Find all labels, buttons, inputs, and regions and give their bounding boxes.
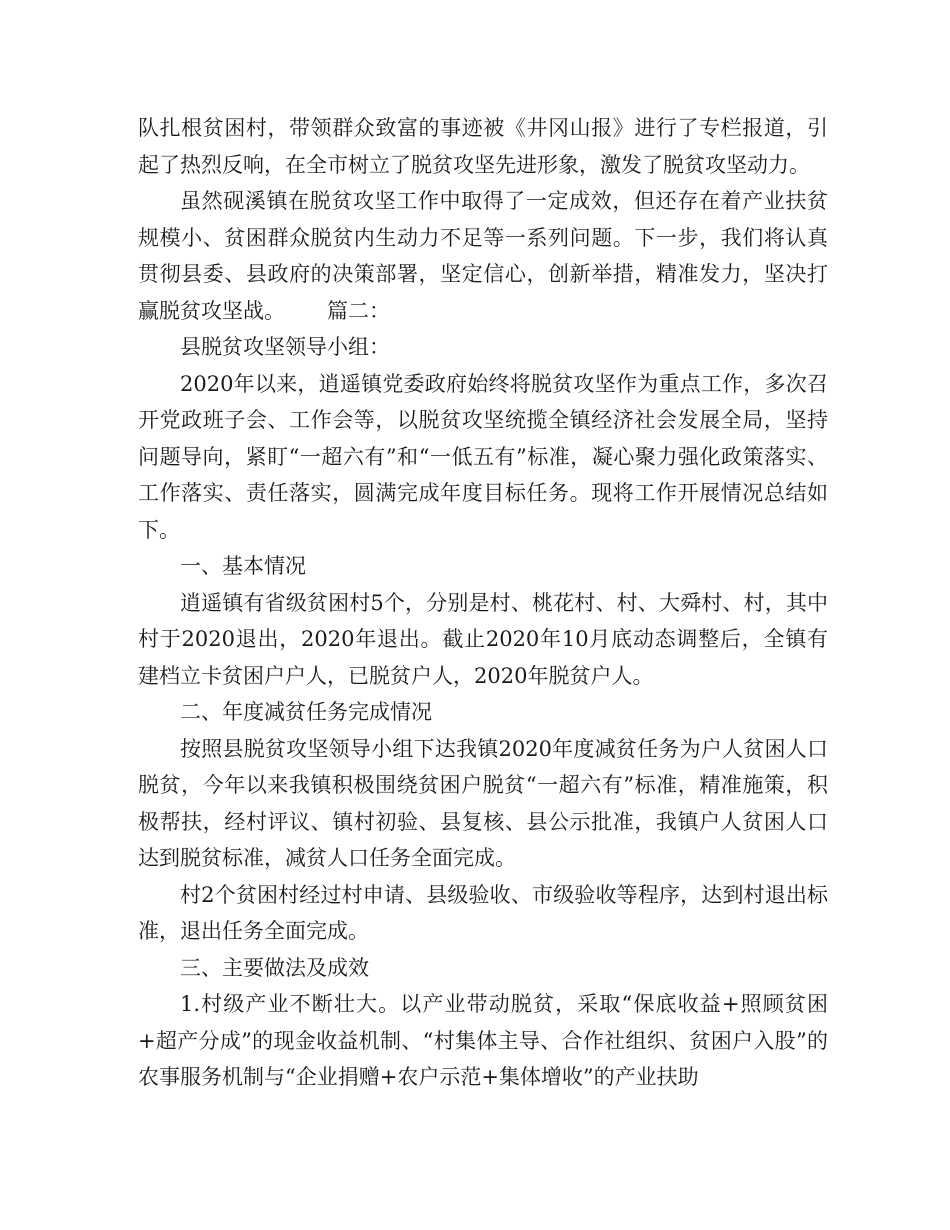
paragraph-summary-text: 虽然砚溪镇在脱贫攻坚工作中取得了一定成效，但还存在着产业扶贫规模小、贫困群众脱贫内生动力不足等一系列问题。下一步，我们将认真贯彻县委、县政府的决策部署，坚定信心，创新举措，精准发力，坚决打赢脱贫攻坚战。: [138, 189, 828, 323]
paragraph-intro: 2020年以来，逍遥镇党委政府始终将脱贫攻坚作为重点工作，多次召开党政班子会、工作会等，以脱贫攻坚统揽全镇经济社会发展全局，坚持问题导向，紧盯“一超六有”和“一低五有”标准，凝心聚力强化政策落实、工作落实、责任落实，圆满完成年度目标任务。现将工作开展情况总结如下。: [138, 371, 828, 542]
paragraph-annual-task: 按照县脱贫攻坚领导小组下达我镇2020年度减贫任务为户人贫困人口脱贫，今年以来我镇积极围绕贫困户脱贫“一超六有”标准，精准施策，积极帮扶，经村评议、镇村初验、县复核、县公示批准，我镇户人贫困人口达到脱贫标准，减贫人口任务全面完成。: [138, 736, 828, 870]
paragraph-village-industry: 1.村级产业不断壮大。以产业带动脱贫，采取“保底收益+照顾贫困+超产分成”的现金收益机制、“村集体主导、合作社组织、贫困户入股”的农事服务机制与“企业捐赠+农户示范+集体增收”的产业扶助: [138, 992, 828, 1089]
heading-main-practices: 三、主要做法及成效: [180, 955, 369, 980]
heading-basic-situation: 一、基本情况: [180, 554, 306, 578]
heading-annual-task: 二、年度减贫任务完成情况: [180, 700, 432, 724]
salutation: 县脱贫攻坚领导小组：: [180, 335, 390, 359]
paragraph-summary: [138, 183, 828, 329]
document-body: [138, 110, 828, 1096]
paragraph-continuation: 队扎根贫困村，带领群众致富的事迹被《井冈山报》进行了专栏报道，引起了热烈反响，在全市树立了脱贫攻坚先进形象，激发了脱贫攻坚动力。: [138, 116, 828, 177]
paragraph-basic-situation: 逍遥镇有省级贫困村5个，分别是村、桃花村、村、大舜村、村，其中村于2020退出，2020年退出。截止2020年10月底动态调整后，全镇有建档立卡贫困户户人，已脱贫户人，2020年脱贫户人。: [138, 590, 828, 688]
section-marker: 篇二：: [327, 298, 390, 323]
paragraph-village-exit: 村2个贫困村经过村申请、县级验收、市级验收等程序，达到村退出标准，退出任务全面完成。: [138, 882, 828, 943]
